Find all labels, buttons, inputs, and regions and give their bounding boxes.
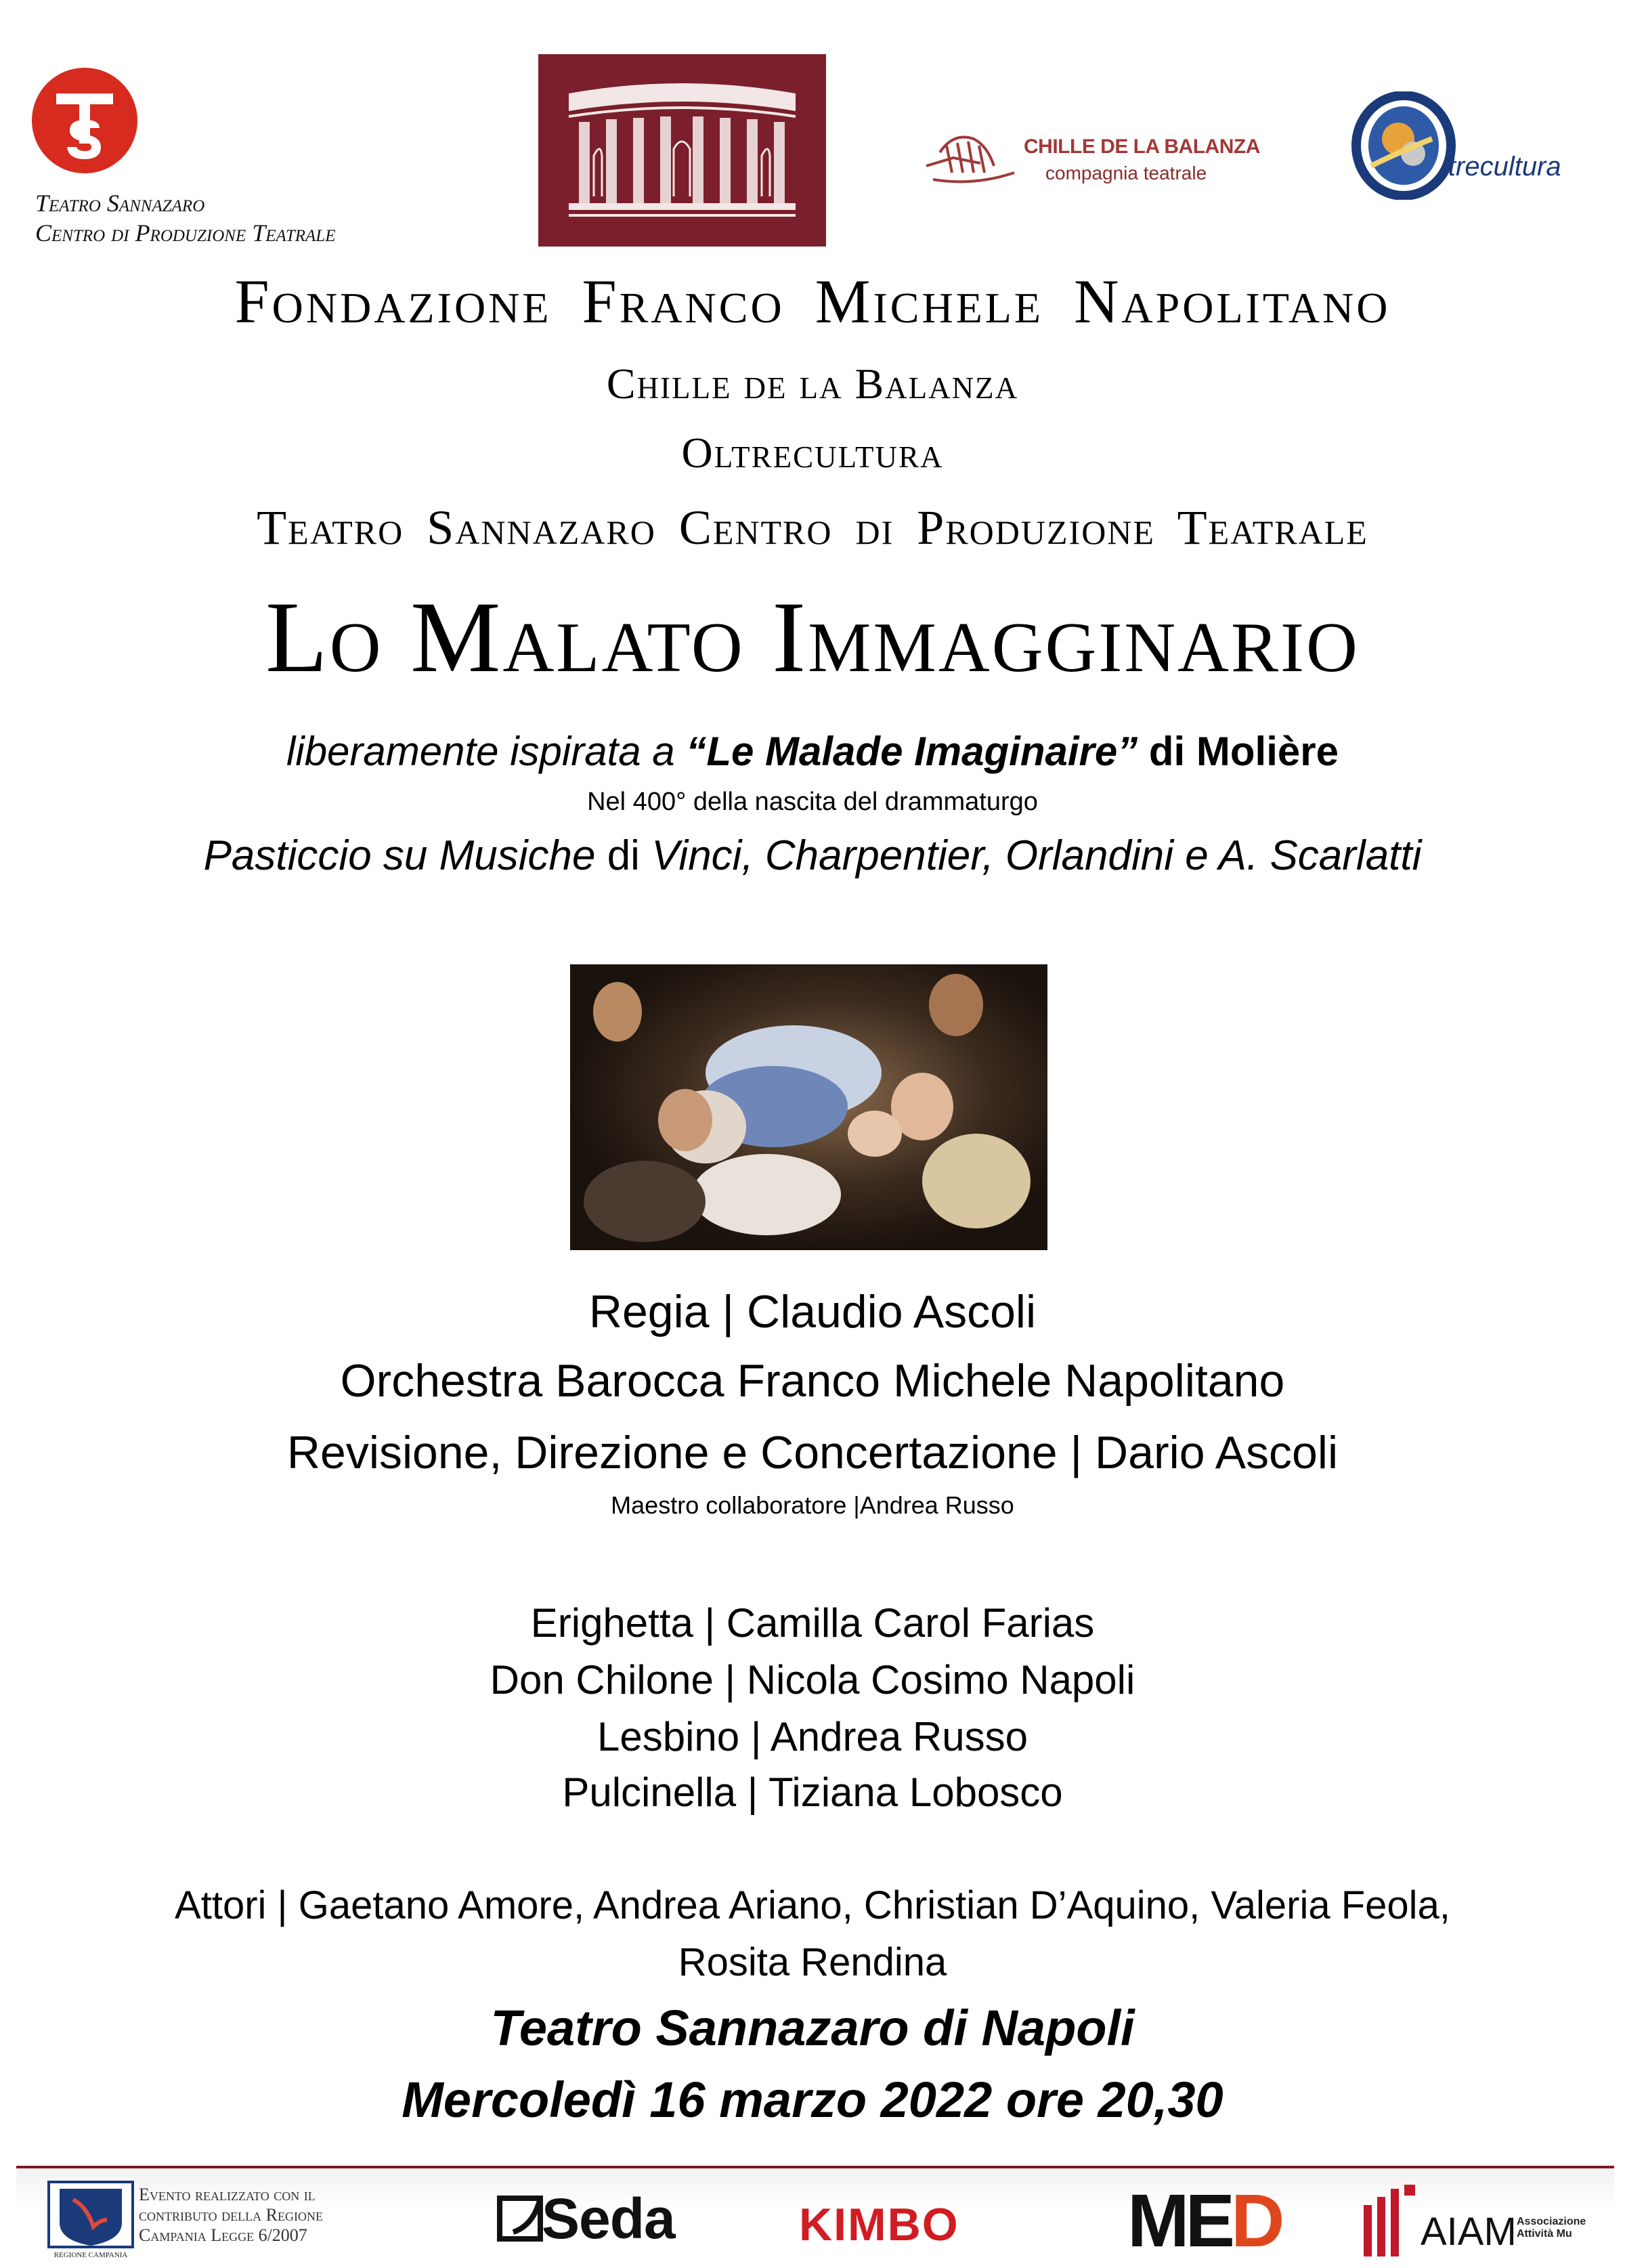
music-composers: Vinci, Charpentier, Orlandini e A. Scarlatti — [651, 832, 1422, 879]
oltrecultura-logo-text: ltrecultura — [1442, 152, 1561, 181]
organizer-oltrecultura: Oltrecultura — [681, 429, 944, 477]
subtitle-anniversary: Nel 400° della nascita del drammaturgo — [587, 788, 1038, 816]
footer-divider — [16, 2166, 1614, 2168]
regione-line3: Campania Legge 6/2007 — [139, 2225, 307, 2245]
teatro-sannazaro-caption — [35, 188, 335, 248]
page-title: Lo Malato Immagginario — [265, 581, 1360, 693]
teatro-sannazaro-logo — [30, 66, 139, 175]
ts-caption-line1: Teatro Sannazaro — [35, 190, 205, 217]
music-di: di — [595, 832, 652, 879]
baroque-painting-image — [570, 964, 1047, 1250]
subtitle-di: di — [1138, 729, 1196, 774]
theater-facade-logo — [538, 54, 826, 247]
credit-maestro: Maestro collaboratore |Andrea Russo — [611, 1491, 1014, 1519]
organizer-fondazione: Fondazione Franco Michele Napolitano — [234, 267, 1391, 336]
cast-item: Lesbino | Andrea Russo — [597, 1714, 1028, 1759]
venue: Teatro Sannazaro di Napoli — [490, 2000, 1135, 2056]
subtitle-inspiration — [0, 728, 1625, 775]
actors-line1: Attori | Gaetano Amore, Andrea Ariano, Christian D’Aquino, Valeria Feola, — [175, 1883, 1450, 1927]
aiam-logo-subtitle — [1517, 2216, 1586, 2240]
aiam-sub-line2: Attività Mu — [1517, 2228, 1572, 2240]
credit-orchestra: Orchestra Barocca Franco Michele Napolitano — [340, 1355, 1285, 1407]
subtitle-prefix: liberamente ispirata a — [286, 729, 687, 774]
music-prefix: Pasticcio su Musiche — [203, 832, 596, 879]
aiam-logo-bars — [1361, 2185, 1422, 2259]
med-logo-d: D — [1231, 2179, 1281, 2263]
chille-logo-name: CHILLE DE LA BALANZA — [1024, 135, 1260, 158]
med-logo — [1127, 2178, 1280, 2264]
credit-regia: Regia | Claudio Ascoli — [588, 1286, 1037, 1338]
regione-contribution-text — [139, 2185, 323, 2246]
chille-logo-subtitle: compagnia teatrale — [1045, 163, 1207, 184]
kimbo-logo: KIMBO — [799, 2199, 959, 2250]
organizer-chille: Chille de la Balanza — [606, 360, 1019, 408]
regione-line2: contributo della Regione — [139, 2205, 323, 2225]
credit-direzione: Revisione, Direzione e Concertazione | Dario Ascoli — [286, 1427, 1339, 1478]
regione-badge-text: REGIONE CAMPANIA — [53, 2251, 128, 2259]
cast-item: Erighetta | Camilla Carol Farias — [530, 1600, 1095, 1646]
cast-item: Don Chilone | Nicola Cosimo Napoli — [490, 1657, 1135, 1703]
subtitle-music — [0, 832, 1625, 880]
regione-campania-logo — [46, 2179, 135, 2261]
seda-logo-text: Seda — [542, 2187, 675, 2250]
cast-item: Pulcinella | Tiziana Lobosco — [562, 1770, 1063, 1815]
aiam-sub-line1: Associazione — [1517, 2216, 1586, 2227]
oltrecultura-logo — [1351, 91, 1456, 200]
actors-line2: Rosita Rendina — [678, 1940, 947, 1984]
ts-caption-line2: Centro di Produzione Teatrale — [35, 219, 336, 247]
subtitle-work: “Le Malade Imaginaire” — [686, 729, 1138, 774]
regione-line1: Evento realizzato con il — [139, 2185, 316, 2204]
subtitle-author: Molière — [1196, 729, 1339, 774]
organizer-teatro-sannazaro: Teatro Sannazaro Centro di Produzione Teatrale — [257, 500, 1368, 555]
med-logo-me: ME — [1127, 2179, 1231, 2263]
aiam-logo-text: AIAM — [1421, 2210, 1517, 2254]
event-date: Mercoledì 16 marzo 2022 ore 20,30 — [402, 2072, 1223, 2128]
